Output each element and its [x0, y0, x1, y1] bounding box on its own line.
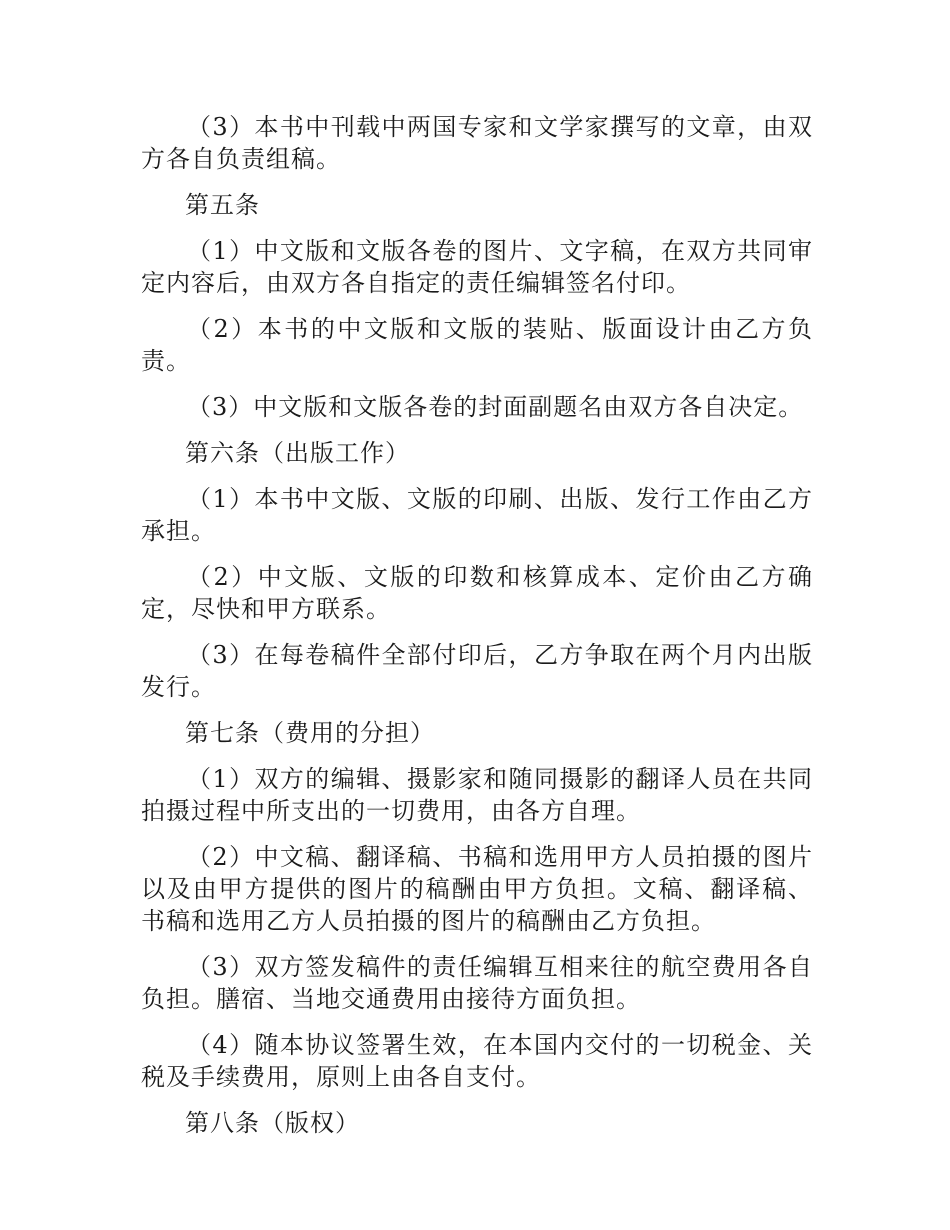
clause-4-item-3: （3）本书中刊载中两国专家和文学家撰写的文章，由双方各自负责组稿。 [141, 113, 813, 173]
article-5-heading: 第五条 [185, 191, 260, 219]
clause-7-item-3: （3）双方签发稿件的责任编辑互相来往的航空费用各自负担。膳宿、当地交通费用由接待方面负担。 [141, 953, 813, 1013]
clause-7-item-1: （1）双方的编辑、摄影家和随同摄影的翻译人员在共同拍摄过程中所支出的一切费用，由各方自理。 [141, 765, 813, 825]
clause-7-item-2: （2）中文稿、翻译稿、书稿和选用甲方人员拍摄的图片以及由甲方提供的图片的稿酬由甲方负担。文稿、翻译稿、书稿和选用乙方人员拍摄的图片的稿酬由乙方负担。 [141, 843, 813, 935]
clause-5-item-2: （2）本书的中文版和文版的装贴、版面设计由乙方负责。 [141, 315, 813, 375]
clause-5-item-3: （3）中文版和文版各卷的封面副题名由双方各自决定。 [187, 393, 804, 421]
clause-6-item-3: （3）在每卷稿件全部付印后，乙方争取在两个月内出版发行。 [141, 641, 813, 701]
clause-6-item-1: （1）本书中文版、文版的印刷、出版、发行工作由乙方承担。 [141, 485, 813, 545]
article-8-heading: 第八条（版权） [185, 1109, 360, 1137]
clause-7-item-4: （4）随本协议签署生效，在本国内交付的一切税金、关税及手续费用，原则上由各自支付。 [141, 1031, 813, 1091]
article-6-heading: 第六条（出版工作） [185, 439, 410, 467]
clause-6-item-2: （2）中文版、文版的印数和核算成本、定价由乙方确定，尽快和甲方联系。 [141, 563, 813, 623]
clause-5-item-1: （1）中文版和文版各卷的图片、文字稿，在双方共同审定内容后，由双方各自指定的责任编辑签名付印。 [141, 237, 813, 297]
document-body [141, 111, 813, 1153]
article-7-heading: 第七条（费用的分担） [185, 719, 435, 747]
